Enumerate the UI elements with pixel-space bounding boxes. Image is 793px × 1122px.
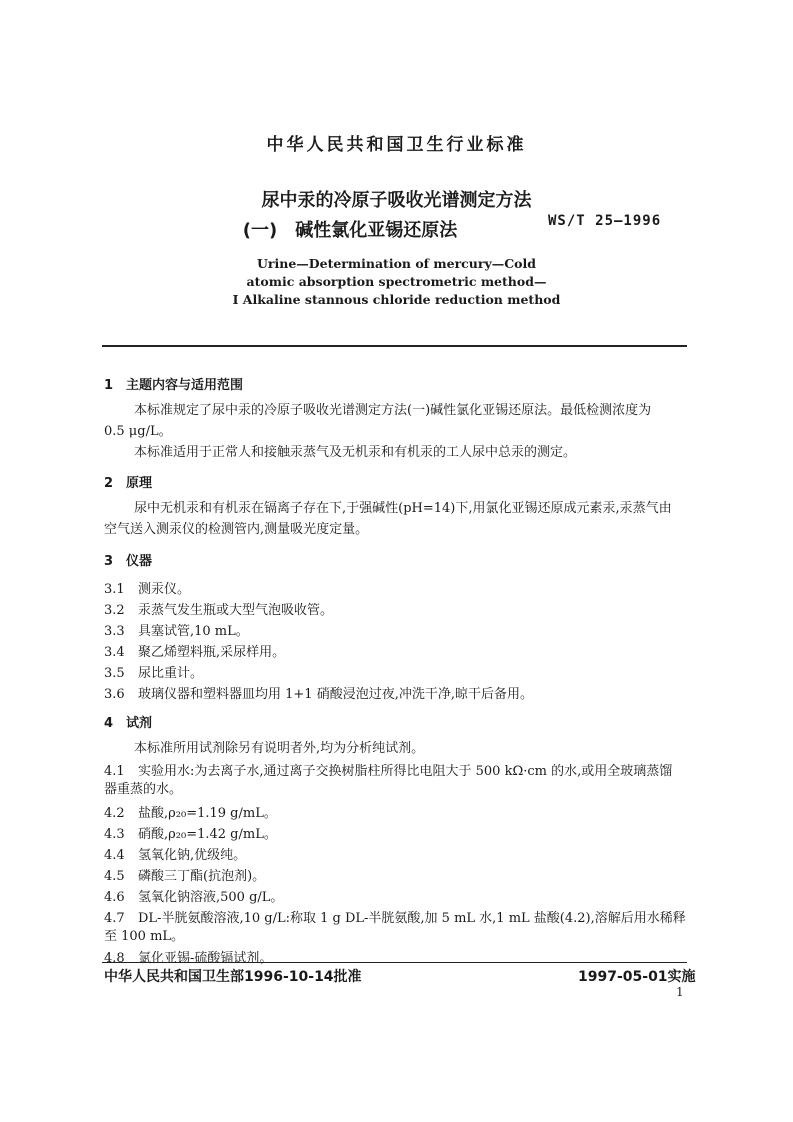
title-en-line2: atomic absorption spectrometric method—	[246, 274, 547, 289]
item-text: DL-半胱氨酸溶液,10 g/L:称取 1 g DL-半胱氨酸,加 5 mL 水,1 mL 盐酸(4.2),溶解后用水稀释	[138, 911, 686, 926]
title-en-line1: Urine—Determination of mercury—Cold	[257, 256, 536, 271]
item-text: 聚乙烯塑料瓶,采尿样用。	[138, 645, 286, 660]
item-number: 3.2	[104, 603, 125, 618]
section-2-para-line1: 尿中无机汞和有机汞在镉离子存在下,于强碱性(pH=14)下,用氯化亚锡还原成元素汞,汞蒸气由	[134, 501, 672, 516]
approval-date: 中华人民共和国卫生部1996-10-14批准	[104, 969, 362, 985]
item-number: 4.6	[104, 890, 125, 905]
item-text-continuation: 至 100 mL。	[104, 929, 185, 944]
list-item	[104, 620, 249, 639]
list-item	[104, 865, 265, 884]
item-number: 3.4	[104, 645, 125, 660]
list-item	[104, 641, 285, 660]
item-text: 实验用水:为去离子水,通过离子交换树脂柱所得比电阻大于 500 kΩ·cm 的水,或用全玻璃蒸馏	[138, 764, 673, 779]
list-item	[104, 823, 277, 842]
item-number: 3.6	[104, 687, 125, 702]
item-number: 4.5	[104, 869, 125, 884]
title-en-line3: I Alkaline stannous chloride reduction method	[232, 292, 561, 307]
item-number: 3.3	[104, 624, 125, 639]
list-item	[104, 947, 272, 966]
section-1-heading: 1 主题内容与适用范围	[104, 378, 244, 393]
item-text-continuation: 器重蒸的水。	[104, 782, 183, 797]
section-2-heading: 2 原理	[104, 476, 153, 491]
page-number: 1	[676, 985, 684, 999]
list-item	[104, 907, 686, 926]
title-zh-line2: (一) 碱性氯化亚锡还原法	[242, 220, 458, 241]
section-4-heading: 4 试剂	[104, 716, 153, 731]
standard-number: WS/T 25—1996	[548, 213, 662, 229]
item-text: 磷酸三丁酯(抗泡剂)。	[138, 869, 266, 884]
section-4-intro: 本标准所用试剂除另有说明者外,均为分析纯试剂。	[134, 741, 425, 756]
item-text: 硝酸,ρ₂₀=1.42 g/mL。	[138, 827, 277, 842]
title-zh-line1: 尿中汞的冷原子吸收光谱测定方法	[261, 190, 532, 211]
footer-divider	[102, 962, 687, 963]
list-item	[104, 683, 533, 702]
item-number: 4.2	[104, 806, 125, 821]
item-text: 盐酸,ρ₂₀=1.19 g/mL。	[138, 806, 277, 821]
list-item	[104, 599, 333, 618]
item-text: 具塞试管,10 mL。	[138, 624, 249, 639]
item-text: 玻璃仪器和塑料器皿均用 1+1 硝酸浸泡过夜,冲洗干净,晾干后备用。	[138, 687, 533, 702]
list-item	[104, 760, 672, 779]
section-1-para-1-line2: 0.5 μg/L。	[104, 424, 172, 439]
section-1-para-2: 本标准适用于正常人和接触汞蒸气及无机汞和有机汞的工人尿中总汞的测定。	[134, 445, 577, 460]
section-3-heading: 3 仪器	[104, 554, 153, 569]
effective-date: 1997-05-01实施	[578, 969, 696, 985]
item-text: 尿比重计。	[138, 666, 204, 681]
section-1-para-1-line1: 本标准规定了尿中汞的冷原子吸收光谱测定方法(一)碱性氯化亚锡还原法。最低检测浓度为	[134, 403, 652, 418]
list-item	[104, 578, 190, 597]
header-divider	[102, 345, 687, 347]
item-text: 测汞仪。	[138, 582, 191, 597]
section-2-para-line2: 空气送入测汞仪的检测管内,测量吸光度定量。	[104, 522, 369, 537]
item-text: 汞蒸气发生瓶或大型气泡吸收管。	[138, 603, 334, 618]
item-number: 3.1	[104, 582, 125, 597]
list-item	[104, 844, 246, 863]
item-number: 4.4	[104, 848, 125, 863]
item-number: 4.8	[104, 951, 125, 966]
issuing-authority: 中华人民共和国卫生行业标准	[266, 135, 527, 155]
list-item	[104, 886, 283, 905]
item-text: 氯化亚锡-硫酸镉试剂。	[138, 951, 273, 966]
item-text: 氢氧化钠溶液,500 g/L。	[138, 890, 284, 905]
item-number: 4.3	[104, 827, 125, 842]
item-number: 3.5	[104, 666, 125, 681]
item-text: 氢氧化钠,优级纯。	[138, 848, 247, 863]
item-number: 4.7	[104, 911, 125, 926]
list-item	[104, 662, 203, 681]
list-item	[104, 802, 277, 821]
item-number: 4.1	[104, 764, 125, 779]
